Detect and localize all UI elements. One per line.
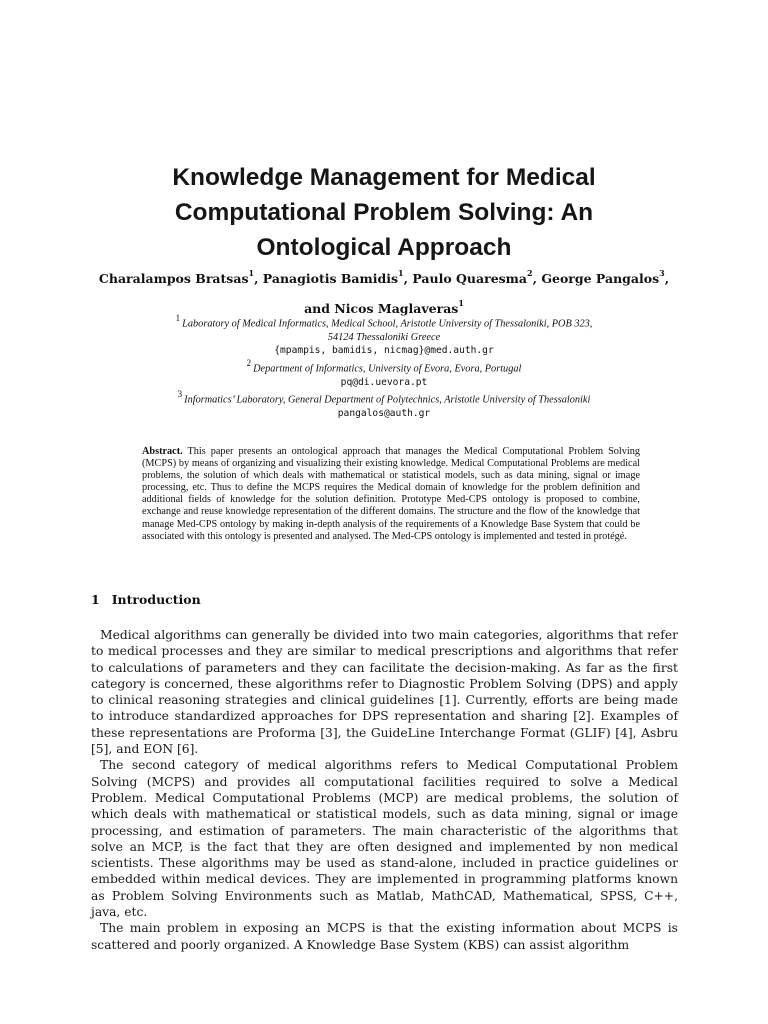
paper-title (0, 160, 768, 265)
author-name: Panagiotis Bamidis (262, 271, 399, 287)
author-separator: , (664, 271, 670, 287)
affiliation-item (0, 313, 768, 331)
affiliation-email: pangalos@auth.gr (337, 408, 431, 420)
author-name: George Pangalos (541, 271, 660, 287)
title-line: Knowledge Management for Medical (172, 164, 596, 191)
author-affiliation-mark: 2 (527, 268, 533, 278)
affiliation-text-continued: 54124 Thessaloniki Greece (327, 331, 441, 343)
author-affiliation-mark: 3 (659, 268, 665, 278)
abstract (142, 446, 640, 543)
author-name: Paulo Quaresma (412, 271, 528, 287)
section-title: Introduction (111, 592, 201, 607)
affiliation-number: 1 (175, 313, 181, 323)
section-heading (91, 592, 201, 607)
affiliation-item (0, 389, 768, 407)
affiliation-email: {mpampis, bamidis, nicmag}@med.auth.gr (274, 345, 494, 357)
abstract-text: This paper presents an ontological approach that manages the Medical Computational Problem Solving (MCPS) by means of organizing and visualizing their existing knowledge. Medical Computational Problems are medical problems, the solution of which deals with mathematical or statistical models, such as data mining, signal or image processing, etc. Thus to define the MCPS requires the Medical domain of knowledge for the problem definition and additional fields of knowledge for the solution definition. Prototype Med-CPS ontology is proposed to combine, exchange and reuse knowledge representation of the different domains. The structure and the flow of the knowledge that manage Med-CPS ontology by making in-depth analysis of the requirements of a Knowledge Base System that could be associated with this ontology is presented and analysed. The Med-CPS ontology is implemented and tested in protégé. (142, 446, 640, 542)
author-separator: , (532, 271, 542, 287)
abstract-label: Abstract. (142, 446, 183, 457)
author-affiliation-mark: 1 (398, 268, 404, 278)
affiliation-text: Informatics’ Laboratory, General Department of Polytechnics, Aristotle University of Thessaloniki (184, 394, 591, 406)
author-name: Charalampos Bratsas (98, 271, 249, 287)
author-affiliation-mark: 1 (458, 298, 464, 309)
affiliation-text: Laboratory of Medical Informatics, Medical School, Aristotle University of Thessaloniki, POB 323, (182, 318, 593, 330)
title-line: Computational Problem Solving: An (174, 199, 594, 226)
author-affiliation-mark: 1 (248, 268, 255, 278)
affiliation-number: 2 (246, 357, 252, 368)
author-separator: , (403, 271, 413, 287)
body-paragraph: The second category of medical algorithms refers to Medical Computational Problem Solving (MCPS) and provides all computational facilities required to solve a Medical Problem. Medical Computational Problems (MCP) are medical problems, the solution of which deals with mathematical or statistical models, such as data mining, signal or image processing, and estimation of parameters. The main characteristic of the algorithms that solve an MCP, is the fact that they are often designed and implemented by non medical scientists. These algorithms may be used as stand-alone, included in practice guidelines or embedded within medical devices. They are implemented in programming platforms known as Problem Solving Environments such as Matlab, MathCAD, Mathematical, SPSS, C++, java, etc. (91, 758, 678, 920)
affiliation-number: 3 (177, 389, 183, 400)
body-paragraph: Medical algorithms can generally be divided into two main categories, algorithms that refer to medical processes and they are similar to medical prescriptions and algorithms that refer to calculations of parameters and they can facilitate the decision-making. As far as the first category is concerned, these algorithms refer to Diagnostic Problem Solving (DPS) and apply to clinical reasoning strategies and clinical guidelines [1]. Currently, efforts are being made to introduce standardized approaches for DPS representation and sharing [2]. Examples of these representations are Proforma [3], the GuideLine Interchange Format (GLIF) [4], Asbru [5], and EON [6]. (91, 628, 678, 757)
title-line: Ontological Approach (256, 234, 512, 261)
affiliation-list (0, 313, 768, 421)
author-separator: , (254, 271, 263, 287)
body-paragraph: The main problem in exposing an MCPS is that the existing information about MCPS is scattered and poorly organized. A Knowledge Base System (KBS) can assist algorithm (91, 921, 678, 952)
affiliation-email: pq@di.uevora.pt (340, 376, 428, 388)
affiliation-text: Department of Informatics, University of Evora, Evora, Portugal (253, 363, 522, 375)
affiliation-item (0, 358, 768, 376)
section-number: 1 (91, 592, 100, 607)
body-text (91, 627, 678, 953)
author-name: and Nicos Maglaveras (304, 301, 459, 317)
